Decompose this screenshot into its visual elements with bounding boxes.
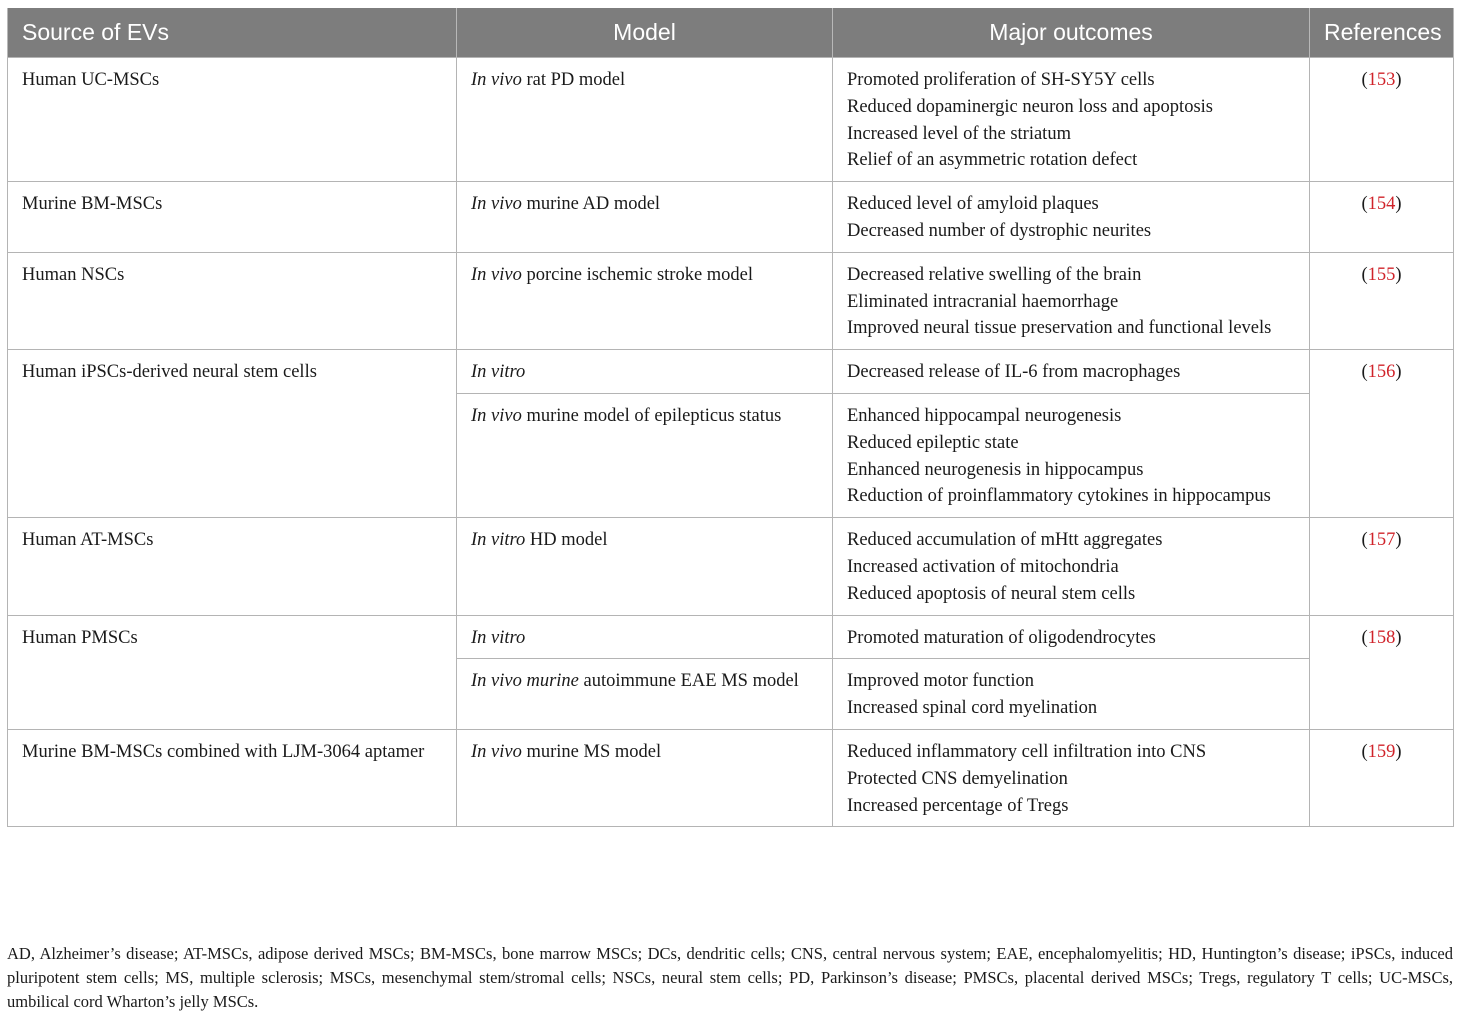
reference-cell — [1310, 729, 1454, 826]
header-source: Source of EVs — [8, 8, 457, 58]
model-cell — [457, 393, 833, 517]
reference-link[interactable]: 155 — [1367, 264, 1396, 285]
model-text: murine MS model — [521, 741, 662, 762]
source-cell: Human NSCs — [8, 252, 457, 349]
outcome-item: Increased percentage of Tregs — [847, 795, 1069, 816]
outcome-item: Reduced accumulation of mHtt aggregates — [847, 530, 1163, 551]
outcome-item: Reduction of proinflammatory cytokines in hippocampus — [847, 486, 1271, 507]
reference-cell — [1310, 182, 1454, 253]
reference-cell — [1310, 58, 1454, 182]
reference-link[interactable]: 153 — [1367, 70, 1396, 90]
reference-open-paren: ( — [1361, 194, 1368, 215]
model-text: HD model — [525, 530, 608, 551]
outcome-item: Reduced apoptosis of neural stem cells — [847, 583, 1136, 604]
model-italic: In vitro — [471, 627, 526, 648]
model-italic: In vivo murine — [471, 671, 579, 692]
model-cell — [457, 58, 833, 182]
source-cell: Murine BM-MSCs combined with LJM-3064 aptamer — [8, 729, 457, 826]
outcome-item: Eliminated intracranial haemorrhage — [847, 291, 1119, 312]
table-footnote: AD, Alzheimer’s disease; AT-MSCs, adipose derived MSCs; BM-MSCs, bone marrow MSCs; DCs, dendritic cells; CNS, central nervous system; EAE, encephalomyelitis; HD, Huntington’s disease; iPSCs, induced pluripotent stem cells; MS, multiple sclerosis; MSCs, mesenchymal stem/stromal cells; NSCs, neural stem cells; PD, Parkinson’s disease; PMSCs, placental derived MSCs; Tregs, regulatory T cells; UC-MSCs, umbilical cord Wharton’s jelly MSCs. — [7, 944, 1453, 1011]
reference-cell — [1310, 615, 1454, 729]
outcome-item: Reduced inflammatory cell infiltration into CNS — [847, 741, 1207, 762]
outcome-item: Decreased relative swelling of the brain — [847, 264, 1142, 285]
outcome-item: Improved motor function — [847, 671, 1035, 692]
model-cell — [457, 518, 833, 615]
outcomes-cell — [833, 182, 1310, 253]
reference-close-paren: ) — [1395, 741, 1402, 762]
source-cell: Human AT-MSCs — [8, 518, 457, 615]
outcome-item: Increased activation of mitochondria — [847, 556, 1119, 577]
model-cell — [457, 615, 833, 659]
header-outcomes: Major outcomes — [833, 8, 1310, 58]
outcomes-cell — [833, 518, 1310, 615]
model-italic: In vitro — [471, 530, 526, 551]
reference-link[interactable]: 157 — [1367, 530, 1396, 551]
header-model: Model — [457, 8, 833, 58]
reference-link[interactable]: 158 — [1367, 627, 1396, 648]
reference-open-paren: ( — [1361, 70, 1368, 90]
table-row — [8, 252, 1454, 349]
outcomes-cell — [833, 729, 1310, 826]
outcomes-cell — [833, 350, 1310, 394]
outcome-item: Improved neural tissue preservation and functional levels — [847, 318, 1272, 339]
reference-link[interactable]: 154 — [1367, 194, 1396, 215]
source-cell: Murine BM-MSCs — [8, 182, 457, 253]
reference-cell — [1310, 252, 1454, 349]
outcome-item: Enhanced neurogenesis in hippocampus — [847, 459, 1144, 480]
table-body — [8, 58, 1454, 827]
table-row — [8, 729, 1454, 826]
outcome-item: Decreased release of IL-6 from macrophages — [847, 362, 1181, 383]
source-cell: Human iPSCs-derived neural stem cells — [8, 350, 457, 518]
model-italic: In vivo — [471, 405, 522, 426]
model-text: murine AD model — [521, 194, 661, 215]
ev-sources-table — [7, 8, 1454, 827]
outcomes-cell — [833, 615, 1310, 659]
outcome-item: Increased spinal cord myelination — [847, 698, 1098, 719]
reference-open-paren: ( — [1361, 741, 1368, 762]
outcomes-cell — [833, 58, 1310, 182]
outcome-item: Reduced dopaminergic neuron loss and apoptosis — [847, 96, 1213, 117]
reference-open-paren: ( — [1361, 362, 1368, 383]
outcome-item: Promoted maturation of oligodendrocytes — [847, 627, 1156, 648]
table-row — [8, 58, 1454, 182]
model-italic: In vivo — [471, 741, 522, 762]
outcome-item: Enhanced hippocampal neurogenesis — [847, 405, 1122, 426]
table-row — [8, 518, 1454, 615]
outcome-item: Reduced level of amyloid plaques — [847, 194, 1099, 215]
source-cell: Human PMSCs — [8, 615, 457, 729]
model-cell — [457, 350, 833, 394]
outcome-item: Increased level of the striatum — [847, 123, 1071, 144]
outcomes-cell — [833, 252, 1310, 349]
table-container — [7, 8, 1453, 827]
model-text: murine model of epilepticus status — [521, 405, 782, 426]
model-cell — [457, 252, 833, 349]
reference-close-paren: ) — [1395, 264, 1402, 285]
outcome-item: Protected CNS demyelination — [847, 768, 1068, 789]
reference-link[interactable]: 156 — [1367, 362, 1396, 383]
model-text: porcine ischemic stroke model — [521, 264, 754, 285]
reference-close-paren: ) — [1395, 70, 1402, 90]
table-row — [8, 615, 1454, 659]
reference-cell — [1310, 350, 1454, 518]
model-italic: In vitro — [471, 362, 526, 383]
outcomes-cell — [833, 659, 1310, 730]
model-text: autoimmune EAE MS model — [578, 671, 799, 692]
reference-close-paren: ) — [1395, 362, 1402, 383]
table-row — [8, 182, 1454, 253]
outcomes-cell — [833, 393, 1310, 517]
model-italic: In vivo — [471, 70, 522, 90]
model-cell — [457, 659, 833, 730]
outcome-item: Promoted proliferation of SH-SY5Y cells — [847, 70, 1155, 90]
reference-close-paren: ) — [1395, 627, 1402, 648]
reference-cell — [1310, 518, 1454, 615]
reference-open-paren: ( — [1361, 264, 1368, 285]
reference-open-paren: ( — [1361, 627, 1368, 648]
model-text: rat PD model — [521, 70, 626, 90]
reference-close-paren: ) — [1395, 194, 1402, 215]
reference-close-paren: ) — [1395, 530, 1402, 551]
model-cell — [457, 729, 833, 826]
table-row — [8, 350, 1454, 394]
outcome-item: Relief of an asymmetric rotation defect — [847, 150, 1138, 171]
reference-open-paren: ( — [1361, 530, 1368, 551]
header-references: References — [1310, 8, 1454, 58]
outcome-item: Decreased number of dystrophic neurites — [847, 220, 1152, 241]
model-cell — [457, 182, 833, 253]
model-italic: In vivo — [471, 264, 522, 285]
model-italic: In vivo — [471, 194, 522, 215]
outcome-item: Reduced epileptic state — [847, 432, 1019, 453]
reference-link[interactable]: 159 — [1367, 741, 1396, 762]
table-header-row — [8, 8, 1454, 58]
source-cell: Human UC-MSCs — [8, 58, 457, 182]
